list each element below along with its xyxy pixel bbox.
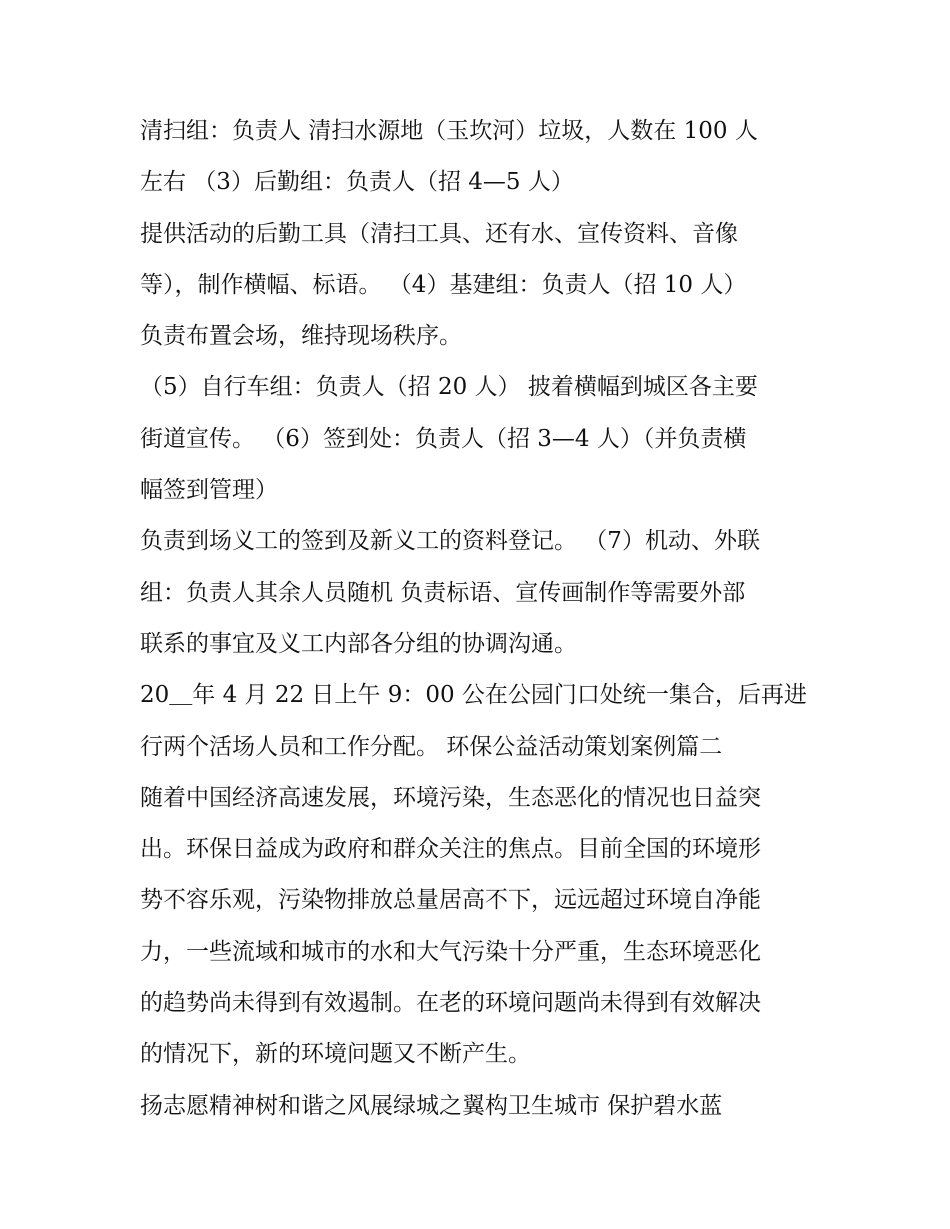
- text-line: 组：负责人其余人员随机 负责标语、宣传画制作等需要外部: [140, 579, 746, 606]
- text-line: 清扫组：负责人 清扫水源地（玉坎河）垃圾，人数在 100 人: [140, 118, 758, 144]
- text-line: 负责布置会场，维持现场秩序。: [140, 323, 462, 350]
- text-line: 出。环保日益成为政府和群众关注的焦点。目前全国的环境形: [140, 836, 761, 863]
- text-line: 随着中国经济高速发展，环境污染，生态恶化的情况也日益突: [140, 784, 761, 811]
- text-line: 力，一些流域和城市的水和大气污染十分严重，生态环境恶化: [140, 938, 761, 965]
- text-line: 的趋势尚未得到有效遏制。在老的环境问题尚未得到有效解决: [140, 990, 761, 1017]
- text-line: 20＿年 4 月 22 日上午 9：00 公在公园门口处统一集合，后再进: [140, 682, 807, 709]
- document-body: [140, 106, 820, 1132]
- text-line: 负责到场义工的签到及新义工的资料登记。 （7）机动、外联: [140, 528, 760, 555]
- text-line: 的情况下，新的环境问题又不断产生。: [140, 1041, 531, 1068]
- text-line: 街道宣传。 （6）签到处：负责人（招 3—4 人）（并负责横: [140, 425, 747, 452]
- text-line: 扬志愿精神树和谐之风展绿城之翼构卫生城市 保护碧水蓝: [140, 1092, 723, 1119]
- text-line: 等），制作横幅、标语。 （4）基建组：负责人（招 10 人）: [140, 271, 747, 298]
- text-line: 行两个活场人员和工作分配。 环保公益活动策划案例篇二: [140, 733, 723, 760]
- text-line: 左右 （3）后勤组：负责人（招 4—5 人）: [140, 169, 574, 196]
- text-line: 联系的事宜及义工内部各分组的协调沟通。: [140, 630, 577, 657]
- text-line: 势不容乐观，污染物排放总量居高不下，远远超过环境自净能: [140, 887, 761, 914]
- text-line: （5）自行车组：负责人（招 20 人） 披着横幅到城区各主要: [140, 374, 758, 401]
- text-line: 幅签到管理）: [140, 477, 278, 504]
- text-line: 提供活动的后勤工具（清扫工具、还有水、宣传资料、音像: [140, 220, 738, 247]
